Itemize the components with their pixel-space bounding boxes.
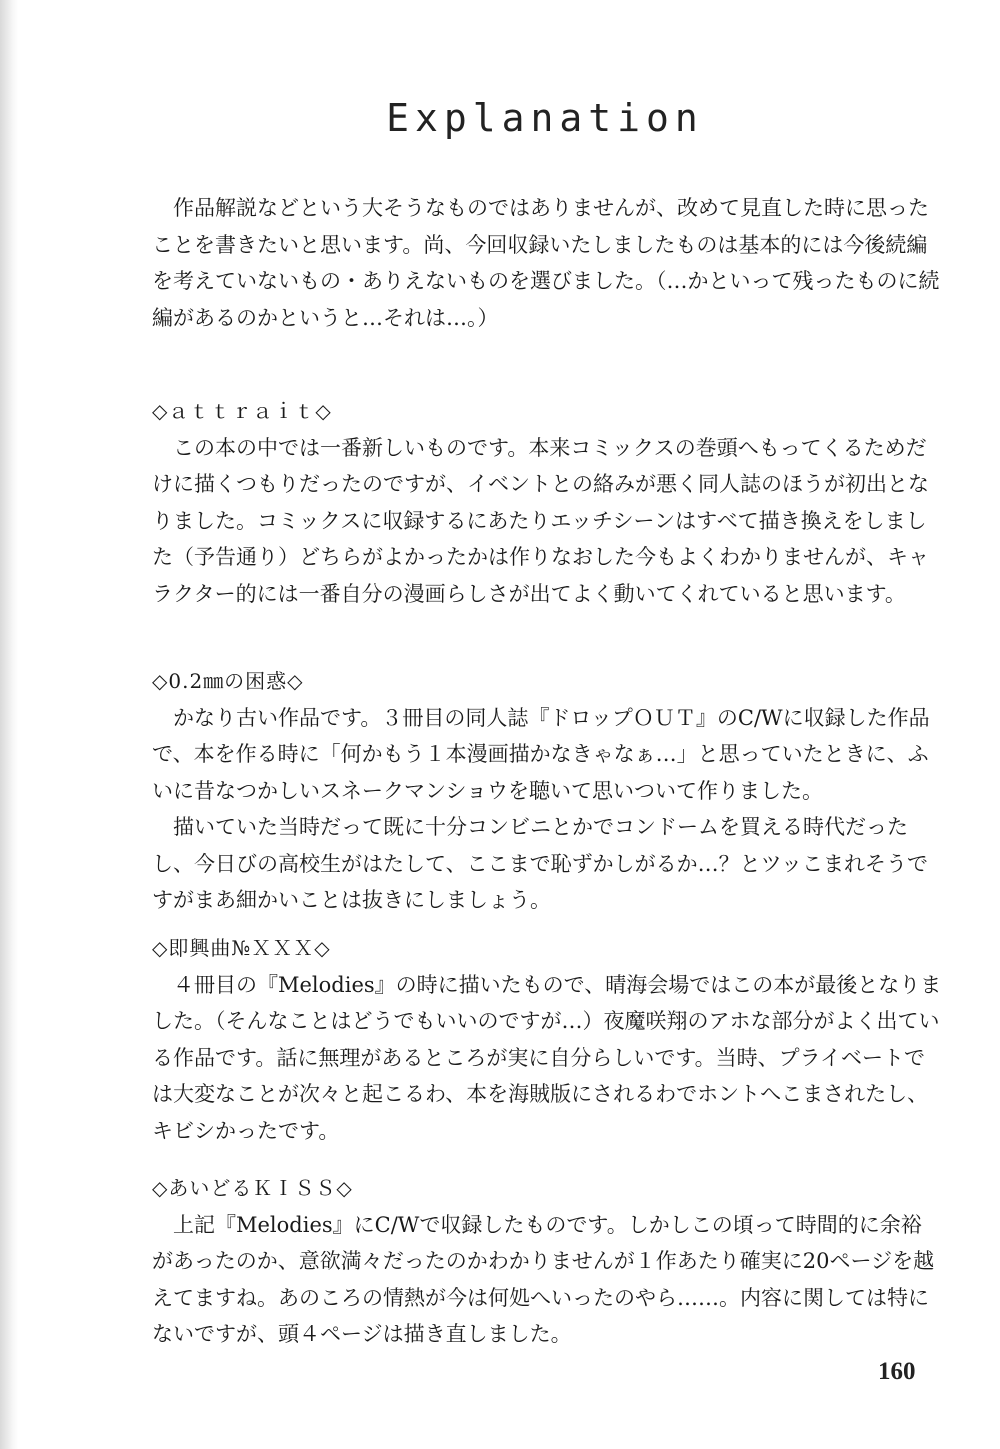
section-0-2mm (152, 663, 942, 919)
section-impromptu (152, 930, 942, 1149)
section-paragraph: ４冊目の『Melodies』の時に描いたもので、晴海会場ではこの本が最後となりました。（そんなことはどうでもいいのですが…）夜魔咲翔のアホな部分がよく出ている作品です。話に無理があるところが実に自分らしいです。当時、プライベートでは大変なことが次々と起こるわ、本を海賊版にされるわでホントへこまされたし、キビシかったです。 (152, 972, 942, 1143)
page-title: Explanation (386, 96, 704, 140)
section-idol-kiss (152, 1170, 942, 1353)
section-heading: ◇ａｔｔｒａｉｔ◇ (152, 399, 332, 423)
section-heading: ◇0.2㎜の困惑◇ (152, 669, 304, 693)
section-paragraph: かなり古い作品です。３冊目の同人誌『ドロップＯＵＴ』のC/Wに収録した作品で、本を作る時に「何かもう１本漫画描かなきゃなぁ…」と思っていたときに、ふいに昔なつかしいスネークマンショウを聴いて思いついて作りました。 (152, 705, 930, 803)
section-paragraph: この本の中では一番新しいものです。本来コミックスの巻頭へもってくるためだけに描くつもりだったのですが、イベントとの絡みが悪く同人誌のほうが初出となりました。コミックスに収録するにあたりエッチシーンはすべて描き換えをしました（予告通り）どちらがよかったかは作りなおした今もよくわかりませんが、キャラクター的には一番自分の漫画らしさが出てよく動いてくれていると思います。 (152, 435, 929, 606)
section-attrait (152, 393, 942, 612)
section-paragraph: 上記『Melodies』にC/Wで収録したものです。しかしこの頃って時間的に余裕があったのか、意欲満々だったのかわかりませんが１作あたり確実に20ページを越えてますね。あのころの情熱が今は何処へいったのやら……。内容に関しては特にないですが、頭４ページは描き直しました。 (152, 1212, 935, 1346)
intro-paragraph: 作品解説などという大そうなものではありませんが、改めて見直した時に思ったことを書きたいと思います。尚、今回収録いたしましたものは基本的には今後続編を考えていないもの・ありえないものを選びました。（…かといって残ったものに続編があるのかというと…それは…。） (152, 196, 940, 331)
section-paragraph: 描いていた当時だって既に十分コンビニとかでコンドームを買える時代だったし、今日びの高校生がはたして、ここまで恥ずかしがるか…？とツッこまれそうですがまあ細かいことは抜きにしましょう。 (152, 815, 928, 912)
page-number: 160 (878, 1358, 916, 1385)
section-heading: ◇即興曲№ＸＸＸ◇ (152, 936, 331, 960)
section-heading: ◇あいどるＫＩＳＳ◇ (152, 1176, 353, 1200)
page-edge-shadow (0, 0, 18, 1449)
